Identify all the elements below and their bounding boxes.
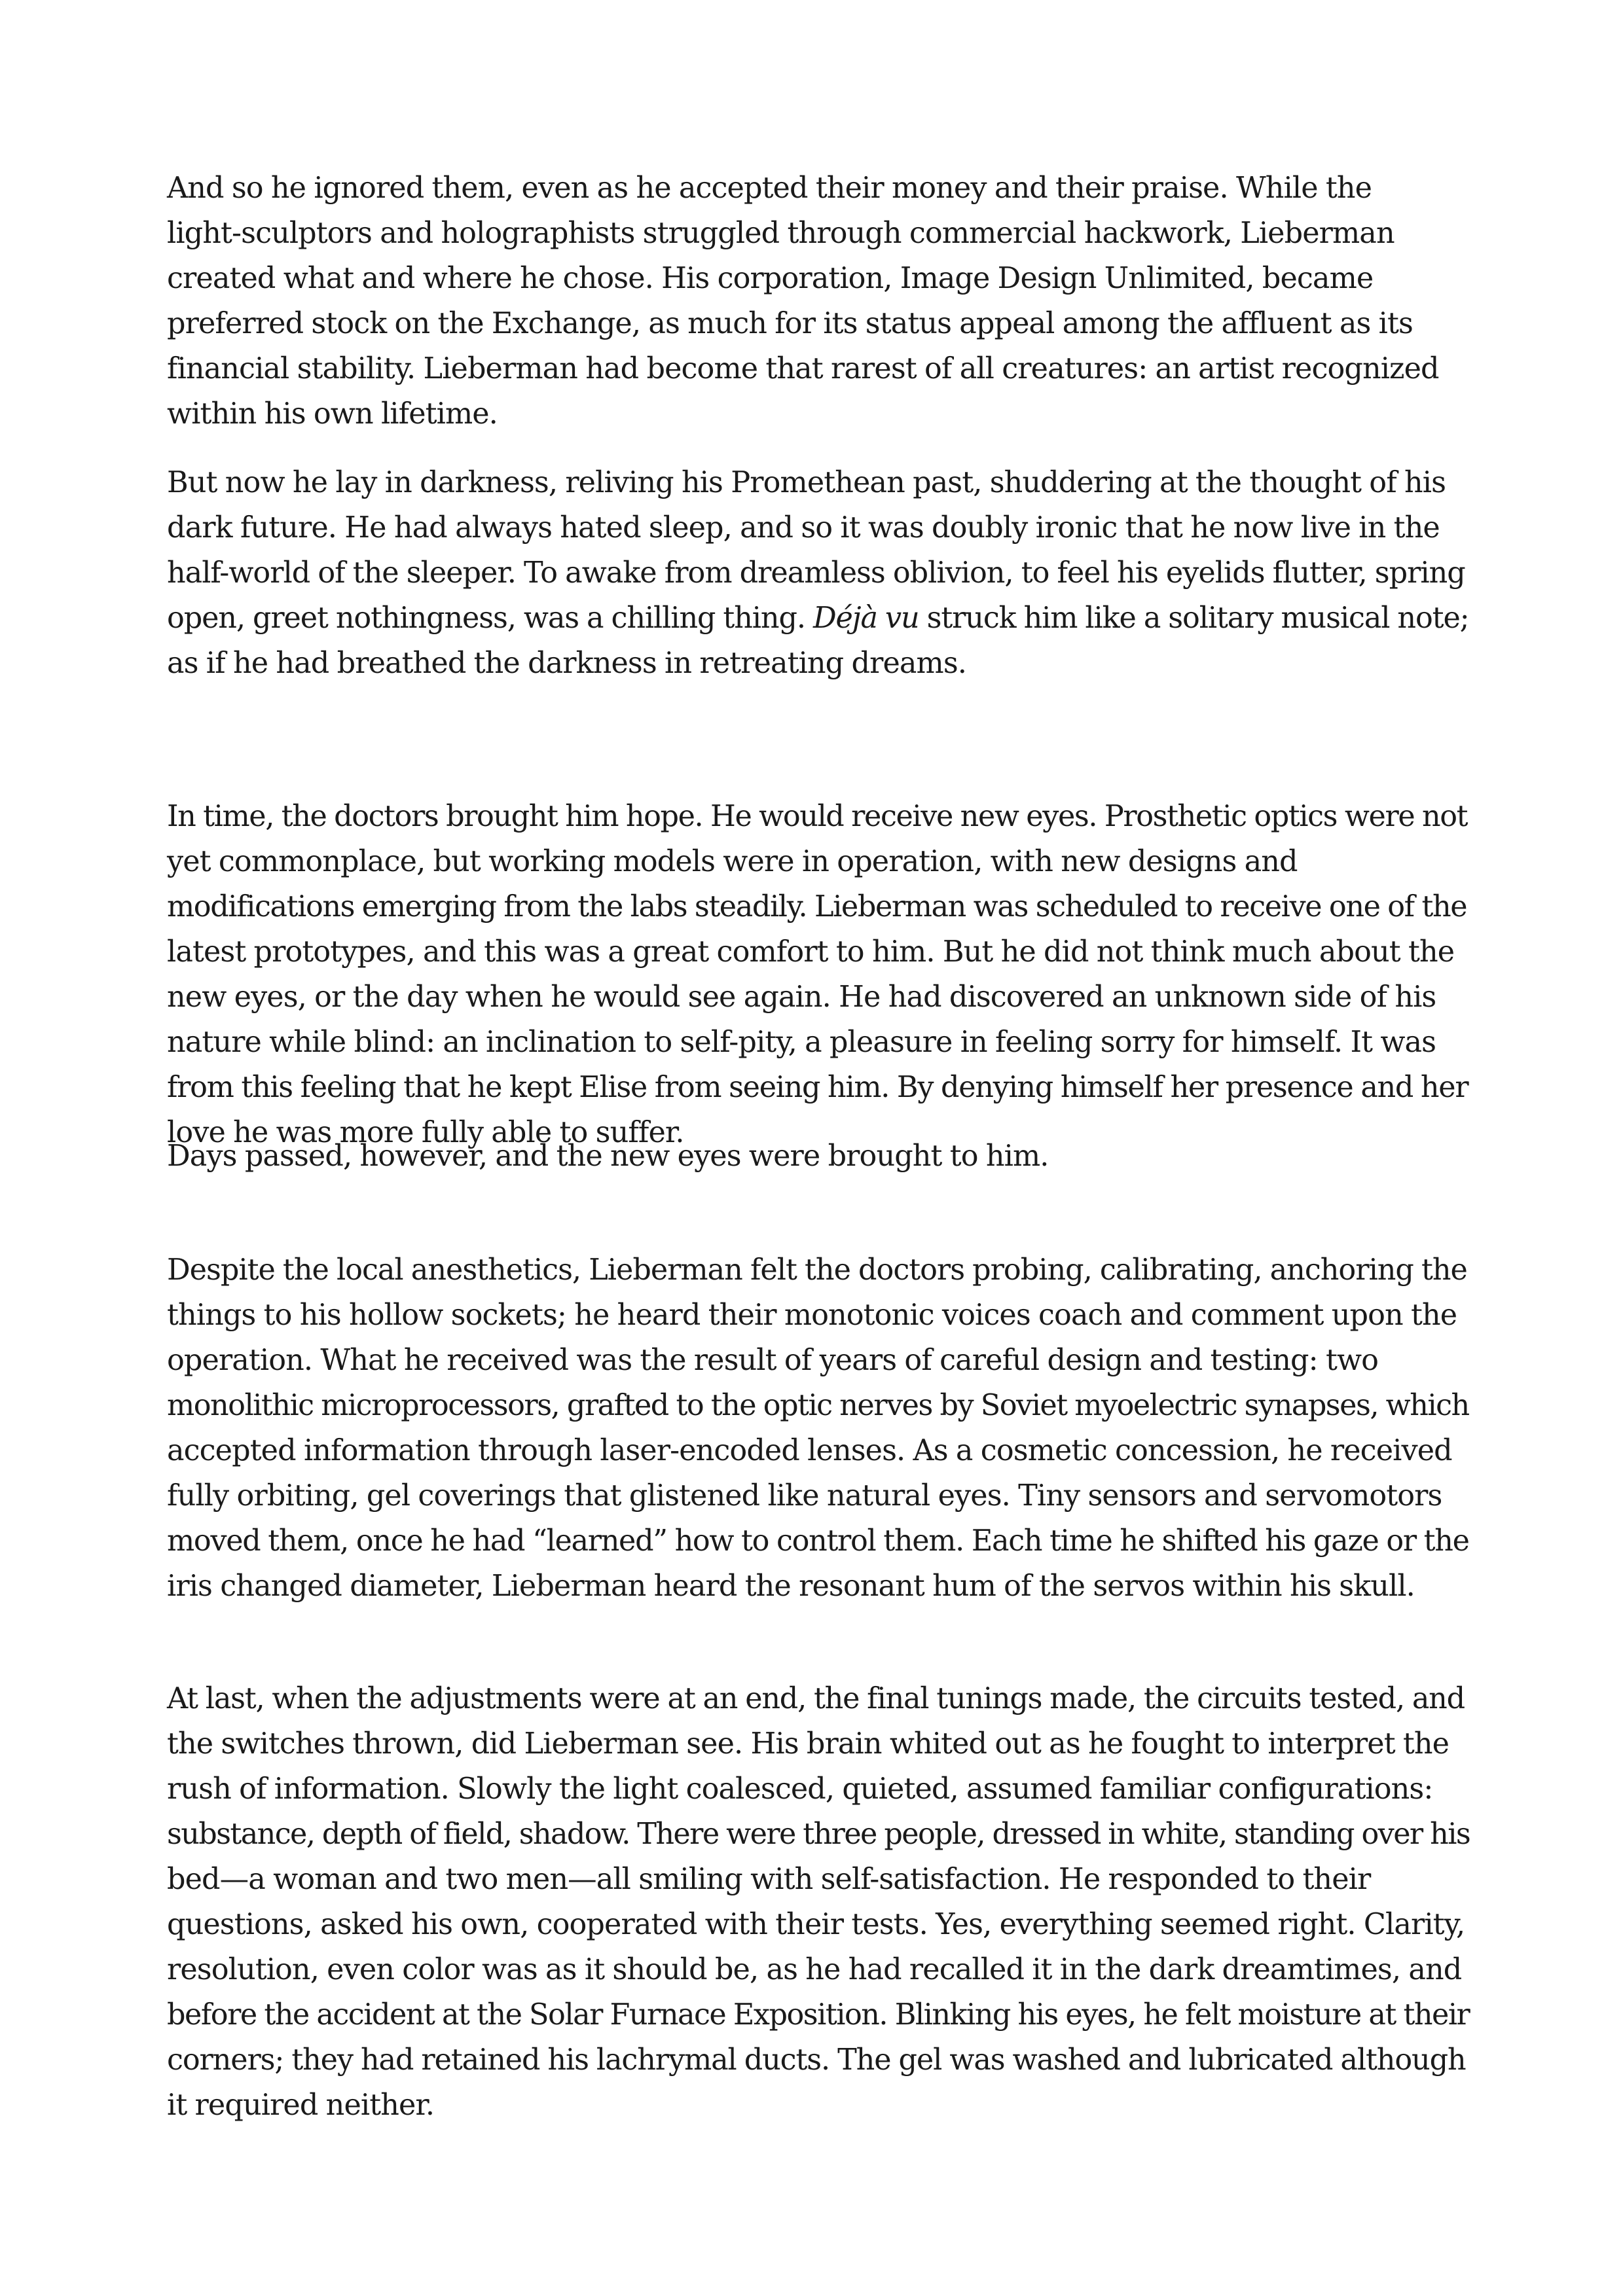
text-line: bed—a woman and two men—all smiling with self-satisfaction. He responded to their	[167, 1863, 1371, 1896]
text-line: iris changed diameter, Lieberman heard the resonant hum of the servos within his skull.	[167, 1570, 1415, 1603]
text-line: created what and where he chose. His corporation, Image Design Unlimited, became	[167, 262, 1374, 295]
text-line: questions, asked his own, cooperated with their tests. Yes, everything seemed right. Clarity,	[167, 1908, 1465, 1941]
text-line: But now he lay in darkness, reliving his Promethean past, shuddering at the thought of his	[167, 466, 1446, 499]
text-line: nature while blind: an inclination to self-pity, a pleasure in feeling sorry for himself. It was	[167, 1026, 1436, 1059]
text-line: In time, the doctors brought him hope. He would receive new eyes. Prosthetic optics were not	[167, 800, 1468, 833]
text-line: monolithic microprocessors, grafted to the optic nerves by Soviet myoelectric synapses, which	[167, 1389, 1469, 1422]
text-line: things to his hollow sockets; he heard their monotonic voices coach and comment upon the	[167, 1299, 1457, 1332]
text-line: At last, when the adjustments were at an end, the final tunings made, the circuits tested, and	[167, 1682, 1465, 1715]
text-run: struck him like a solitary musical note;	[919, 601, 1469, 635]
text-line: dark future. He had always hated sleep, and so it was doubly ironic that he now live in the	[167, 511, 1440, 545]
text-line: accepted information through laser-encoded lenses. As a cosmetic concession, he received	[167, 1434, 1452, 1467]
paragraph-4	[167, 1134, 1470, 1179]
paragraph-3	[167, 794, 1470, 1155]
text-line: moved them, once he had “learned” how to control them. Each time he shifted his gaze or the	[167, 1524, 1469, 1558]
text-line: resolution, even color was as it should be, as he had recalled it in the dark dreamtimes, and	[167, 1953, 1462, 1986]
text-run: open, greet nothingness, was a chilling thing.	[167, 601, 813, 635]
text-line: the switches thrown, did Lieberman see. His brain whited out as he fought to interpret the	[167, 1727, 1450, 1761]
paragraph-2	[167, 460, 1470, 686]
text-line: from this feeling that he kept Elise from seeing him. By denying himself her presence and her	[167, 1071, 1468, 1104]
paragraph-5	[167, 1247, 1470, 1609]
text-line: light-sculptors and holographists struggled through commercial hackwork, Lieberman	[167, 217, 1395, 250]
text-line: financial stability. Lieberman had become that rarest of all creatures: an artist recognized	[167, 352, 1439, 386]
text-line: love he was more fully able to suffer.	[167, 1116, 684, 1149]
text-line: as if he had breathed the darkness in retreating dreams.	[167, 647, 967, 680]
text-line: fully orbiting, gel coverings that glistened like natural eyes. Tiny sensors and servomotors	[167, 1479, 1442, 1513]
text-line: rush of information. Slowly the light coalesced, quieted, assumed familiar configurations:	[167, 1772, 1433, 1806]
text-line: yet commonplace, but working models were in operation, with new designs and	[167, 845, 1298, 878]
text-line: corners; they had retained his lachrymal ducts. The gel was washed and lubricated although	[167, 2043, 1466, 2077]
text-line: half-world of the sleeper. To awake from dreamless oblivion, to feel his eyelids flutter, spring	[167, 556, 1465, 590]
text-line: Days passed, however, and the new eyes were brought to him.	[167, 1139, 1049, 1173]
paragraph-6	[167, 1676, 1470, 2128]
text-line: preferred stock on the Exchange, as much for its status appeal among the affluent as its	[167, 307, 1413, 340]
paragraph-1	[167, 166, 1470, 437]
text-line: Despite the local anesthetics, Lieberman felt the doctors probing, calibrating, anchoring the	[167, 1253, 1467, 1287]
text-line: it required neither.	[167, 2089, 435, 2122]
italic-phrase: Déjà vu	[812, 601, 919, 635]
text-line: operation. What he received was the result of years of careful design and testing: two	[167, 1344, 1379, 1377]
text-line: new eyes, or the day when he would see again. He had discovered an unknown side of his	[167, 980, 1436, 1014]
text-line: within his own lifetime.	[167, 397, 498, 431]
text-line-with-italic	[167, 596, 1470, 641]
text-line: modifications emerging from the labs steadily. Lieberman was scheduled to receive one of the	[167, 890, 1467, 924]
text-line: before the accident at the Solar Furnace Exposition. Blinking his eyes, he felt moisture at their	[167, 1998, 1470, 2032]
text-line: And so he ignored them, even as he accepted their money and their praise. While the	[167, 171, 1372, 205]
text-line: latest prototypes, and this was a great comfort to him. But he did not think much about the	[167, 935, 1455, 969]
text-line: substance, depth of field, shadow. There were three people, dressed in white, standing over his	[167, 1818, 1470, 1851]
